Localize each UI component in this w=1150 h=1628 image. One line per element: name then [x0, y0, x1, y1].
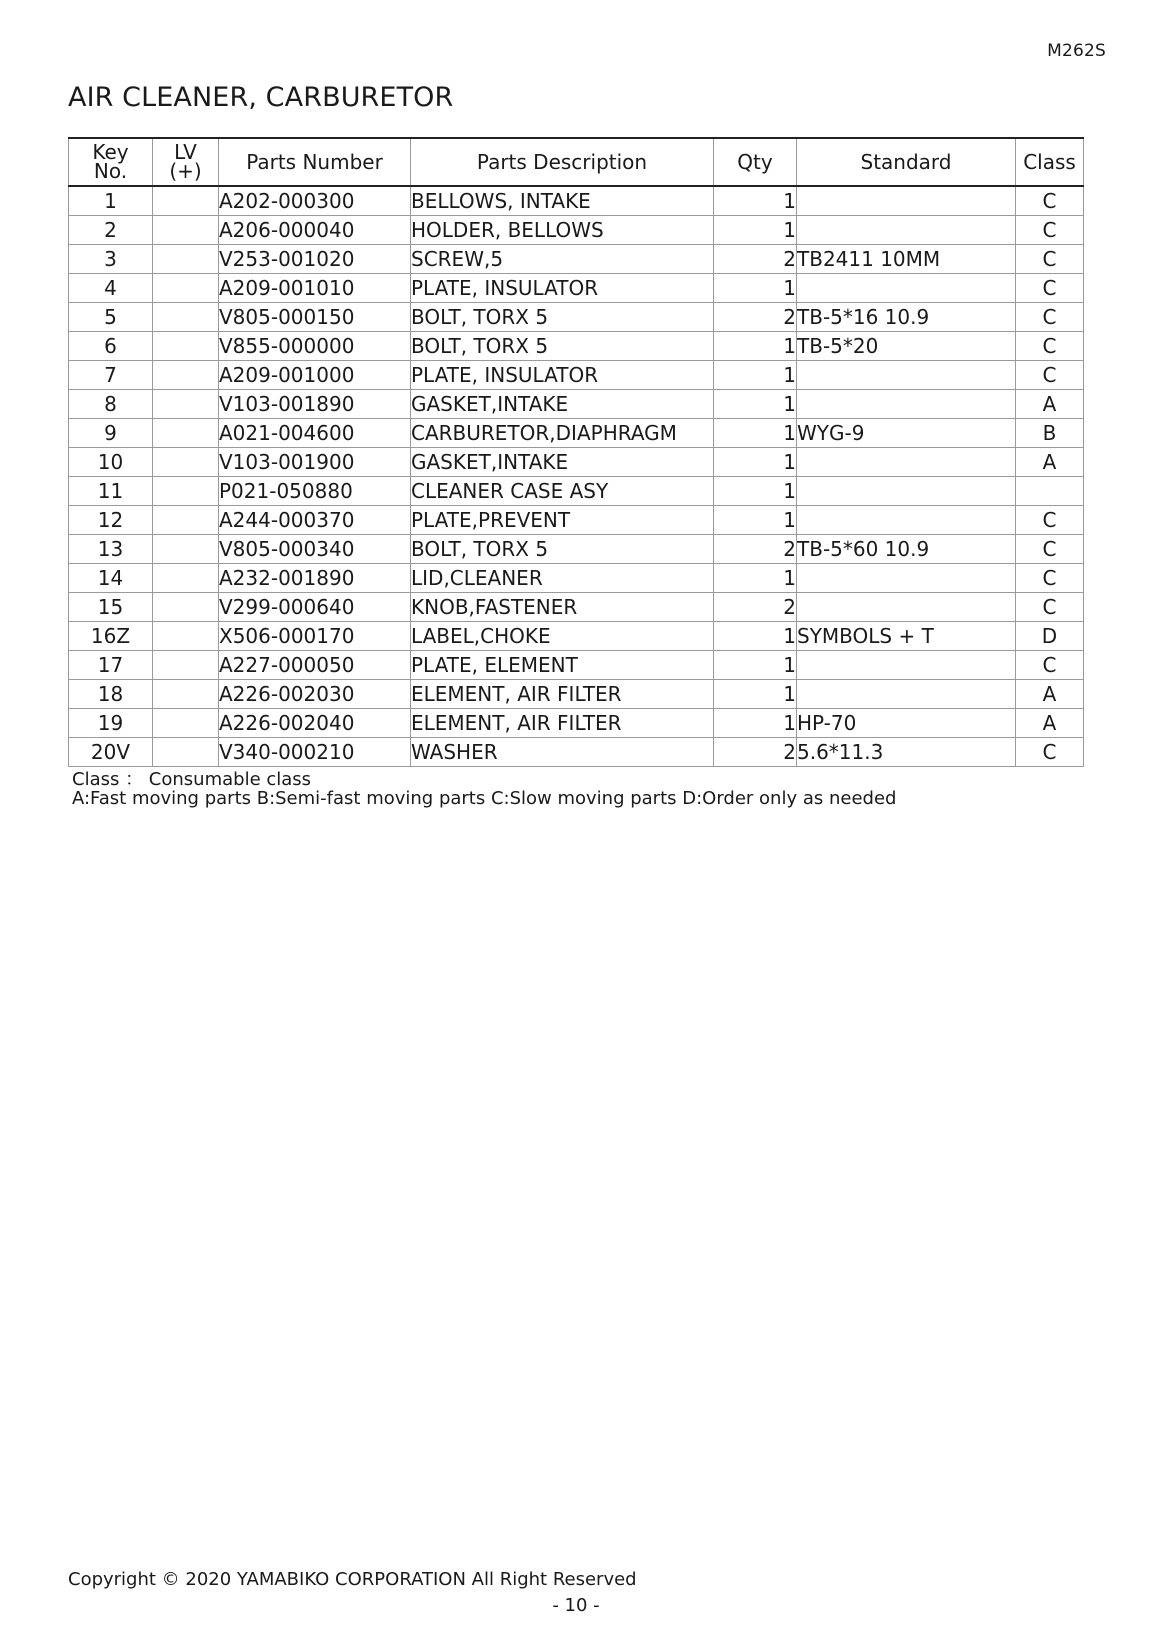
table-row: [69, 303, 1084, 332]
cell-lv: [153, 361, 219, 390]
cell-class: B: [1016, 419, 1084, 448]
cell-part-number: V805-000340: [219, 535, 411, 564]
cell-standard: TB2411 10MM: [797, 245, 1016, 274]
cell-lv: [153, 651, 219, 680]
cell-key-no: 18: [69, 680, 153, 709]
cell-qty: 1: [714, 361, 797, 390]
cell-part-number: A227-000050: [219, 651, 411, 680]
cell-description: LABEL,CHOKE: [411, 622, 714, 651]
cell-qty: 1: [714, 274, 797, 303]
cell-qty: 2: [714, 593, 797, 622]
cell-lv: [153, 303, 219, 332]
cell-description: ELEMENT, AIR FILTER: [411, 680, 714, 709]
cell-part-number: V340-000210: [219, 738, 411, 767]
cell-standard: [797, 477, 1016, 506]
cell-class: C: [1016, 186, 1084, 216]
cell-standard: [797, 390, 1016, 419]
cell-qty: 2: [714, 303, 797, 332]
cell-part-number: P021-050880: [219, 477, 411, 506]
legend-title: Class ： Consumable class: [72, 769, 312, 790]
cell-standard: [797, 448, 1016, 477]
cell-key-no: 16Z: [69, 622, 153, 651]
cell-key-no: 15: [69, 593, 153, 622]
cell-part-number: A202-000300: [219, 186, 411, 216]
cell-class: A: [1016, 709, 1084, 738]
table-row: [69, 361, 1084, 390]
cell-class: C: [1016, 593, 1084, 622]
cell-class: C: [1016, 506, 1084, 535]
cell-description: BELLOWS, INTAKE: [411, 186, 714, 216]
cell-key-no: 19: [69, 709, 153, 738]
cell-qty: 1: [714, 506, 797, 535]
cell-lv: [153, 622, 219, 651]
cell-part-number: V299-000640: [219, 593, 411, 622]
cell-qty: 1: [714, 564, 797, 593]
cell-lv: [153, 448, 219, 477]
cell-lv: [153, 419, 219, 448]
cell-class: C: [1016, 738, 1084, 767]
table-row: [69, 738, 1084, 767]
cell-standard: [797, 216, 1016, 245]
cell-lv: [153, 245, 219, 274]
page-title: AIR CLEANER, CARBURETOR: [68, 82, 454, 113]
cell-key-no: 13: [69, 535, 153, 564]
cell-standard: [797, 564, 1016, 593]
column-header-description: Parts Description: [411, 138, 714, 186]
cell-standard: SYMBOLS + T: [797, 622, 1016, 651]
cell-qty: 2: [714, 245, 797, 274]
cell-class: A: [1016, 680, 1084, 709]
cell-standard: TB-5*20: [797, 332, 1016, 361]
cell-description: BOLT, TORX 5: [411, 303, 714, 332]
column-header-key: [69, 138, 153, 186]
table-row: [69, 186, 1084, 216]
cell-key-no: 12: [69, 506, 153, 535]
cell-qty: 1: [714, 332, 797, 361]
cell-lv: [153, 738, 219, 767]
cell-part-number: A226-002030: [219, 680, 411, 709]
cell-lv: [153, 186, 219, 216]
table-row: [69, 245, 1084, 274]
cell-class: C: [1016, 651, 1084, 680]
cell-key-no: 2: [69, 216, 153, 245]
column-header-lv-line2: (+): [169, 159, 202, 183]
cell-class: C: [1016, 332, 1084, 361]
cell-lv: [153, 390, 219, 419]
table-header-row: [69, 138, 1084, 186]
column-header-class: Class: [1016, 138, 1084, 186]
cell-part-number: V855-000000: [219, 332, 411, 361]
cell-qty: 1: [714, 477, 797, 506]
table-row: [69, 274, 1084, 303]
column-header-lv-line1: LV: [174, 140, 197, 164]
cell-class: C: [1016, 303, 1084, 332]
cell-class: C: [1016, 216, 1084, 245]
cell-qty: 1: [714, 448, 797, 477]
cell-key-no: 5: [69, 303, 153, 332]
cell-qty: 1: [714, 651, 797, 680]
cell-lv: [153, 564, 219, 593]
cell-class: C: [1016, 564, 1084, 593]
table-row: [69, 622, 1084, 651]
cell-qty: 1: [714, 186, 797, 216]
legend-description: A:Fast moving parts B:Semi-fast moving parts C:Slow moving parts D:Order only as needed: [72, 788, 897, 809]
class-legend: [72, 770, 896, 808]
table-row: [69, 593, 1084, 622]
table-row: [69, 332, 1084, 361]
table-row: [69, 506, 1084, 535]
cell-description: SCREW,5: [411, 245, 714, 274]
cell-part-number: X506-000170: [219, 622, 411, 651]
cell-key-no: 20V: [69, 738, 153, 767]
cell-class: C: [1016, 535, 1084, 564]
cell-description: ELEMENT, AIR FILTER: [411, 709, 714, 738]
cell-standard: [797, 680, 1016, 709]
cell-description: PLATE,PREVENT: [411, 506, 714, 535]
cell-standard: TB-5*16 10.9: [797, 303, 1016, 332]
cell-qty: 1: [714, 622, 797, 651]
cell-standard: WYG-9: [797, 419, 1016, 448]
cell-description: BOLT, TORX 5: [411, 332, 714, 361]
table-row: [69, 680, 1084, 709]
cell-description: PLATE, ELEMENT: [411, 651, 714, 680]
cell-key-no: 11: [69, 477, 153, 506]
table-row: [69, 390, 1084, 419]
cell-description: HOLDER, BELLOWS: [411, 216, 714, 245]
cell-lv: [153, 593, 219, 622]
cell-qty: 1: [714, 390, 797, 419]
cell-qty: 1: [714, 216, 797, 245]
table-row: [69, 419, 1084, 448]
cell-lv: [153, 506, 219, 535]
parts-table: [68, 137, 1084, 767]
cell-key-no: 8: [69, 390, 153, 419]
cell-lv: [153, 535, 219, 564]
table-row: [69, 216, 1084, 245]
cell-part-number: V103-001890: [219, 390, 411, 419]
cell-key-no: 4: [69, 274, 153, 303]
cell-description: WASHER: [411, 738, 714, 767]
cell-standard: [797, 593, 1016, 622]
cell-description: GASKET,INTAKE: [411, 390, 714, 419]
column-header-part-number: Parts Number: [219, 138, 411, 186]
cell-standard: HP-70: [797, 709, 1016, 738]
model-code: M262S: [1047, 41, 1106, 61]
cell-lv: [153, 709, 219, 738]
cell-class: A: [1016, 448, 1084, 477]
cell-description: CLEANER CASE ASY: [411, 477, 714, 506]
cell-part-number: A244-000370: [219, 506, 411, 535]
cell-part-number: V805-000150: [219, 303, 411, 332]
cell-part-number: A232-001890: [219, 564, 411, 593]
cell-lv: [153, 332, 219, 361]
cell-part-number: A226-002040: [219, 709, 411, 738]
cell-lv: [153, 680, 219, 709]
cell-key-no: 7: [69, 361, 153, 390]
column-header-key-line2: No.: [93, 159, 128, 183]
table-row: [69, 535, 1084, 564]
copyright-notice: Copyright © 2020 YAMABIKO CORPORATION All Right Reserved: [68, 1569, 637, 1590]
cell-class: C: [1016, 274, 1084, 303]
cell-part-number: A209-001010: [219, 274, 411, 303]
cell-standard: [797, 506, 1016, 535]
column-header-lv: [153, 138, 219, 186]
page-number: - 10 -: [552, 1595, 600, 1616]
cell-qty: 1: [714, 680, 797, 709]
cell-part-number: A206-000040: [219, 216, 411, 245]
table-row: [69, 477, 1084, 506]
table-row: [69, 564, 1084, 593]
parts-table-body: [69, 186, 1084, 767]
cell-qty: 1: [714, 419, 797, 448]
table-row: [69, 651, 1084, 680]
cell-part-number: A209-001000: [219, 361, 411, 390]
cell-qty: 2: [714, 535, 797, 564]
cell-class: C: [1016, 361, 1084, 390]
column-header-key-line1: Key: [92, 140, 129, 164]
cell-description: LID,CLEANER: [411, 564, 714, 593]
cell-part-number: A021-004600: [219, 419, 411, 448]
cell-class: A: [1016, 390, 1084, 419]
cell-key-no: 14: [69, 564, 153, 593]
cell-standard: [797, 361, 1016, 390]
cell-class: C: [1016, 245, 1084, 274]
cell-description: PLATE, INSULATOR: [411, 361, 714, 390]
cell-description: PLATE, INSULATOR: [411, 274, 714, 303]
cell-class: [1016, 477, 1084, 506]
table-row: [69, 448, 1084, 477]
cell-description: GASKET,INTAKE: [411, 448, 714, 477]
cell-key-no: 1: [69, 186, 153, 216]
page-number-container: [0, 1595, 1150, 1616]
cell-standard: [797, 274, 1016, 303]
cell-description: BOLT, TORX 5: [411, 535, 714, 564]
cell-qty: 2: [714, 738, 797, 767]
cell-key-no: 9: [69, 419, 153, 448]
cell-standard: [797, 186, 1016, 216]
cell-part-number: V253-001020: [219, 245, 411, 274]
cell-standard: TB-5*60 10.9: [797, 535, 1016, 564]
cell-qty: 1: [714, 709, 797, 738]
cell-description: KNOB,FASTENER: [411, 593, 714, 622]
column-header-qty: Qty: [714, 138, 797, 186]
cell-key-no: 10: [69, 448, 153, 477]
cell-key-no: 3: [69, 245, 153, 274]
column-header-standard: Standard: [797, 138, 1016, 186]
cell-description: CARBURETOR,DIAPHRAGM: [411, 419, 714, 448]
cell-standard: [797, 651, 1016, 680]
table-row: [69, 709, 1084, 738]
cell-standard: 5.6*11.3: [797, 738, 1016, 767]
cell-lv: [153, 216, 219, 245]
cell-lv: [153, 274, 219, 303]
cell-key-no: 6: [69, 332, 153, 361]
cell-class: D: [1016, 622, 1084, 651]
cell-key-no: 17: [69, 651, 153, 680]
cell-lv: [153, 477, 219, 506]
cell-part-number: V103-001900: [219, 448, 411, 477]
